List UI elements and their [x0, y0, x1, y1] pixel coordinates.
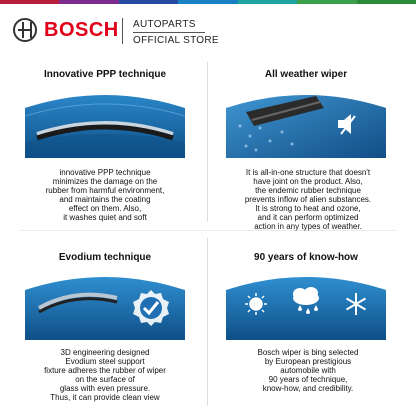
divider-vertical-top	[207, 62, 208, 222]
panel-text-evodium: 3D engineering designed Evodium steel support fixture adheres the rubber of wiper on the surface of glass with even pressure. Thus, it can provide clean view	[44, 348, 166, 402]
panel-text-all-weather: It is all-in-one structure that doesn't have joint on the product. Also, the endemic rubber technique prevents inflow of alien substances. It is strong to heat and ozone, and it can perform optimized action in any types of weather.	[244, 168, 372, 231]
panel-title-ppp: Innovative PPP technique	[43, 69, 167, 80]
panel-text-ppp: innovative PPP technique minimizes the damage on the rubber from harmful environment, and maintains the coating effect on them. Also, it washes quiet and soft	[45, 168, 165, 222]
panel-title-evodium: Evodium technique	[58, 252, 152, 263]
header-divider	[122, 18, 123, 44]
divider-vertical-bottom	[207, 238, 208, 406]
store-underline	[133, 32, 205, 33]
panel-title-all-weather: All weather wiper	[264, 69, 348, 80]
panel-title-know-how: 90 years of know-how	[254, 252, 358, 263]
store-line1: AUTOPARTS	[133, 19, 196, 30]
panel-text-know-how: Bosch wiper is bing selected by European prestigious automobile with 90 years of technique, know-how, and credibility.	[257, 348, 359, 393]
evodium-banner-image	[25, 268, 185, 340]
bosch-logo-icon	[13, 18, 37, 42]
know-how-banner-image	[226, 268, 386, 340]
header	[0, 4, 416, 54]
ppp-banner-image	[25, 86, 185, 158]
store-line2: OFFICIAL STORE	[133, 35, 219, 46]
brand-name: BOSCH	[44, 19, 119, 41]
all-weather-banner-image	[226, 86, 386, 158]
